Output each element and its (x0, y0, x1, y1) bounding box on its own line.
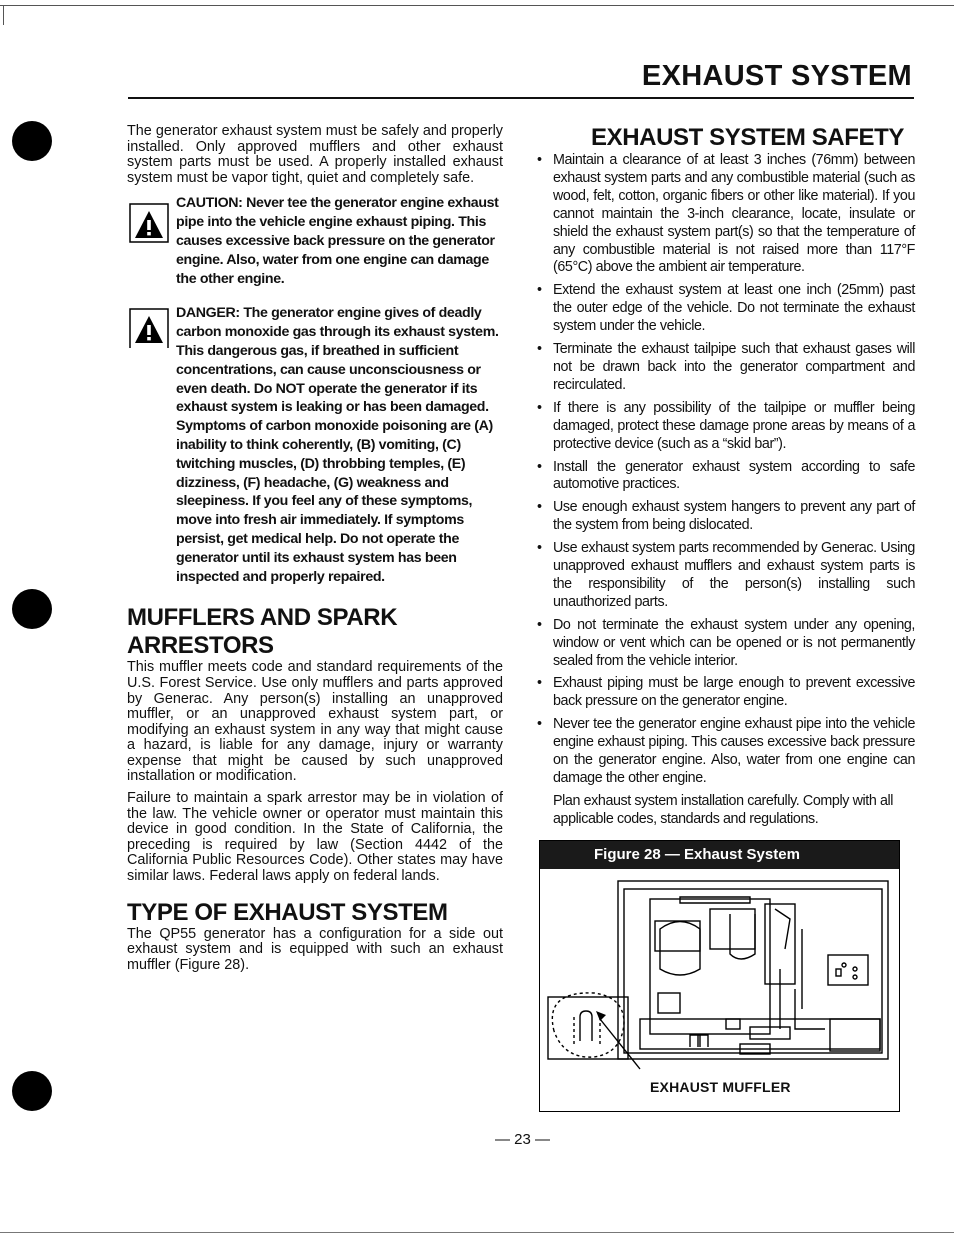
caution-block (127, 194, 503, 288)
bullet-icon: • (537, 399, 542, 416)
list-item: • Install the generator exhaust system according to safe automotive practices. (537, 458, 915, 493)
page-title: EXHAUST SYSTEM (641, 60, 912, 92)
bullet-icon: • (537, 341, 542, 358)
intro-paragraph: The generator exhaust system must be safely and properly installed. Only approved mufflers and other exhaust system parts must be used. A properly installed exhaust system must be vapor tight, quiet and completely safe. (127, 123, 503, 186)
bullet-icon: • (537, 540, 542, 557)
list-item: • Use enough exhaust system hangers to prevent any part of the system from being dislocated. (537, 499, 915, 534)
scan-edge-left (3, 5, 4, 25)
bullet-icon: • (537, 282, 542, 299)
figure-caption: EXHAUST MUFFLER (650, 1079, 791, 1095)
mufflers-paragraph-2: Failure to maintain a spark arrestor may be in violation of the law. The vehicle owner or operator must maintain this device in good condition. In the State of California, the preceding is required by law (Section 4442 of the California Public Resources Code). Other states may have similar laws. Federal laws apply on federal lands. (127, 790, 503, 885)
page-number: — 23 — (494, 1131, 551, 1148)
caution-text: CAUTION: Never tee the generator engine exhaust pipe into the vehicle engine exhaust piping. This causes excessive back pressure on the generator engine. Also, water from one engine can damage the other engine. (176, 195, 499, 287)
figure-28 (539, 840, 900, 1112)
closing-paragraph: Plan exhaust system installation carefully. Comply with all applicable codes, standards and regulations. (553, 792, 894, 827)
list-item: • Extend the exhaust system at least one inch (25mm) past the outer edge of the vehicle. Do not terminate the exhaust system under the vehicle. (537, 282, 915, 335)
bullet-icon: • (537, 716, 542, 733)
bullet-icon: • (537, 675, 542, 692)
list-item: • Terminate the exhaust tailpipe such that exhaust gases will not be drawn back into the generator compartment and recirculated. (537, 341, 915, 393)
list-item: • Use exhaust system parts recommended by Generac. Using unapproved exhaust mufflers and exhaust system parts is the responsibility of the person(s) installing such unauthorized parts. (537, 540, 915, 610)
list-item: • Never tee the generator engine exhaust pipe into the vehicle engine exhaust piping. This causes excessive back pressure on the generator engine. Also, water from one engine can damage the other engine. (537, 716, 915, 786)
left-column (127, 124, 503, 973)
mufflers-heading: MUFFLERS AND SPARK ARRESTORS (127, 604, 398, 660)
type-paragraph: The QP55 generator has a configuration for a side out exhaust system and is equipped with such an exhaust muffler (Figure 28). (127, 925, 503, 973)
warning-triangle-icon (129, 203, 169, 243)
type-heading: TYPE OF EXHAUST SYSTEM (127, 898, 448, 926)
list-item: • If there is any possibility of the tailpipe or muffler being damaged, protect these damage prone areas by means of a protective device (such as a “skid bar”). (537, 399, 915, 452)
list-item: • Exhaust piping must be large enough to prevent excessive back pressure on the generator engine. (537, 675, 915, 710)
binder-hole-middle (12, 589, 52, 629)
danger-text: DANGER: The generator engine gives of deadly carbon monoxide gas through its exhaust system. This dangerous gas, if breathed in sufficient concentrations, can cause unconsciousness or even death. Do NOT operate the generator if its exhaust system is leaking or has been damaged. Symptoms of carbon monoxide poisoning are (A) inability to think coherently, (B) vomiting, (C) twitching muscles, (D) throbbing temples, (E) dizziness, (F) headache, (G) weakness and sleepiness. If you feel any of these symptoms, move into fresh air immediately. If symptoms persist, get medical help. Do not operate the generator until its exhaust system has been inspected and properly repaired. (176, 305, 499, 585)
bullet-icon: • (537, 458, 542, 475)
figure-illustration (540, 869, 899, 1111)
figure-title: Figure 28 — Exhaust System (540, 841, 899, 869)
scan-edge-bottom (0, 1232, 954, 1233)
danger-block (127, 304, 503, 586)
right-column (535, 124, 915, 829)
list-item: • Maintain a clearance of at least 3 inches (76mm) between exhaust system parts and any combustible material (such as wood, felt, cotton, organic fibers or other like material). If you cannot maintain the 3-inch clearance, locate, insulate or shield the exhaust system part(s) so that the temperature of any combustible material is not raised more than 117°F (65°C) above the ambient air temperature. (537, 152, 915, 276)
bullet-icon: • (537, 499, 542, 516)
generator-drawing (540, 869, 898, 1111)
binder-hole-bottom (12, 1071, 52, 1111)
safety-heading: EXHAUST SYSTEM SAFETY (591, 124, 904, 151)
mufflers-paragraph-1: This muffler meets code and standard requirements of the U.S. Forest Service. Use only mufflers and parts approved by Generac. Any person(s) installing an unapproved muffler, or an unapproved exhaust system part, or modifying an exhaust system in any way that might cause a hazard, is liable for any damage, injury or warranty expense that might be caused by such unapproved installation or modification. (127, 659, 503, 785)
warning-triangle-icon (129, 308, 169, 348)
scan-edge-top (0, 5, 954, 6)
safety-list (535, 152, 915, 788)
title-rule (128, 97, 914, 99)
list-item: • Do not terminate the exhaust system under any opening, window or vent which can be opened or is not permanently sealed from the vehicle interior. (537, 616, 915, 669)
bullet-icon: • (537, 152, 542, 168)
binder-hole-top (12, 121, 52, 161)
bullet-icon: • (537, 616, 542, 633)
